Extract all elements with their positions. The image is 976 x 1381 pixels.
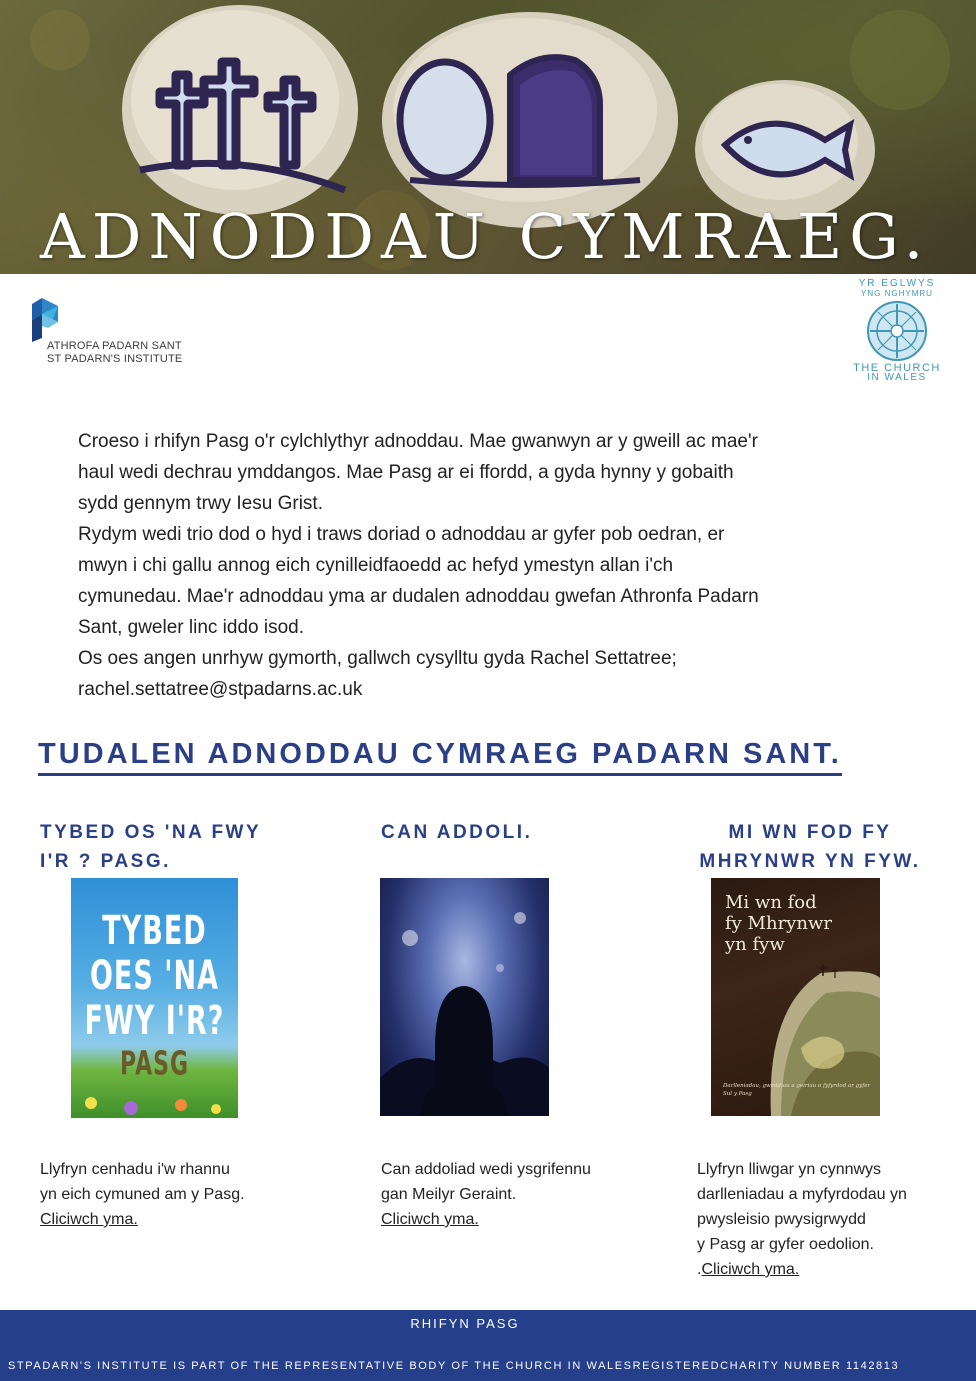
cover-1-text: PASG — [119, 1046, 190, 1084]
resource-1-cover[interactable] — [71, 878, 238, 1118]
church-logo-line3: THE CHURCH — [853, 362, 941, 374]
padarn-p-icon — [30, 298, 66, 342]
cover-3-title — [725, 892, 832, 955]
intro-line: cymunedau. Mae'r adnoddau yma ar dudalen adnoddau gwefan Athronfa Padarn — [78, 586, 759, 607]
resources-page-link[interactable]: TUDALEN ADNODDAU CYMRAEG PADARN SANT. — [38, 736, 842, 776]
hero-title: ADNODDAU CYMRAEG. — [40, 200, 931, 273]
intro-line: Croeso i rhifyn Pasg o'r cylchlythyr adnoddau. Mae gwanwyn ar y gweill ac mae'r — [78, 431, 758, 452]
intro-line: Rydym wedi trio dod o hyd i traws doriad o adnoddau ar gyfer pob oedran, er — [78, 524, 725, 545]
intro-line: sydd gennym trwy Iesu Grist. — [78, 493, 323, 514]
resource-3-link-prefix: . — [697, 1261, 702, 1278]
resource-2-title-line: CAN ADDOLI. — [381, 822, 533, 843]
worship-silhouette-image — [380, 878, 549, 1116]
cover-1-text: FWY I'R? — [84, 998, 225, 1045]
resource-3-title — [686, 818, 934, 876]
logo-line-welsh: ATHROFA PADARN SANT — [47, 340, 182, 352]
charity-statement: STPADARN'S INSTITUTE IS PART OF THE REPRESENTATIVE BODY OF THE CHURCH IN WALESREGISTEREDCHARITY NUMBER 1142813 — [8, 1360, 900, 1372]
st-padarns-logo — [30, 298, 200, 368]
cover-3-title-line: yn fyw — [725, 934, 785, 955]
resource-1-title-line: TYBED OS 'NA FWY — [40, 822, 262, 843]
church-logo-line2: YNG NGHYMRU — [861, 289, 933, 298]
resource-1-desc-line: Llyfryn cenhadu i'w rhannu — [40, 1161, 230, 1178]
footer-bar — [0, 1310, 976, 1381]
resource-1-desc-line: yn eich cymuned am y Pasg. — [40, 1186, 245, 1203]
resource-3-desc-line: y Pasg ar gyfer oedolion. — [697, 1236, 874, 1253]
intro-line: rachel.settatree@stpadarns.ac.uk — [78, 679, 363, 700]
cover-3-title-line: fy Mhrynwr — [725, 913, 832, 934]
resource-1-title — [40, 818, 261, 876]
church-in-wales-logo — [838, 278, 956, 390]
resource-3-title-line: MI WN FOD FY — [728, 822, 892, 843]
cover-3-title-line: Mi wn fod — [725, 892, 817, 913]
resource-1-title-line: I'R ? PASG. — [40, 851, 171, 872]
edition-label: RHIFYN PASG — [410, 1316, 520, 1331]
resource-3-description — [697, 1157, 907, 1282]
resource-2-description — [381, 1157, 591, 1232]
resource-2-link[interactable]: Cliciwch yma. — [381, 1211, 479, 1228]
resource-3-desc-line: Llyfryn lliwgar yn cynnwys — [697, 1161, 882, 1178]
resource-2-desc-line: gan Meilyr Geraint. — [381, 1186, 517, 1203]
resource-2-desc-line: Can addoliad wedi ysgrifennu — [381, 1161, 591, 1178]
resource-3-link[interactable]: Cliciwch yma. — [701, 1261, 800, 1278]
resource-1-description — [40, 1157, 245, 1232]
intro-line: Sant, gweler linc iddo isod. — [78, 617, 305, 638]
resource-2-title — [381, 818, 532, 847]
hero-banner — [0, 0, 976, 274]
resource-3-desc-line: pwysleisio pwysigrwydd — [697, 1211, 866, 1228]
resource-3-title-line: MHRYNWR YN FYW. — [699, 851, 921, 872]
resource-2-cover[interactable] — [380, 878, 549, 1116]
intro-text — [78, 426, 968, 705]
intro-line: mwyn i chi gallu annog eich cynilleidfaoedd ac hefyd ymestyn allan i'ch — [78, 555, 674, 576]
church-logo-line1: YR EGLWYS — [858, 278, 936, 289]
resource-3-desc-line: darlleniadau a myfyrdodau yn — [697, 1186, 907, 1203]
intro-line: Os oes angen unrhyw gymorth, gallwch cysylltu gyda Rachel Settatree; — [78, 648, 677, 669]
celtic-cross-emblem-icon — [866, 300, 928, 362]
logo-line-english: ST PADARN'S INSTITUTE — [47, 353, 183, 365]
church-logo-line4: IN WALES — [867, 372, 927, 383]
cover-1-meadow — [71, 1083, 238, 1118]
cover-3-subtitle: Darlleniadau, gweddïau a geiriau o fyfyrdod ar gyfer Sul y Pasg — [723, 1083, 871, 1097]
resource-3-cover[interactable] — [711, 878, 880, 1116]
cover-1-text: OES 'NA — [89, 953, 219, 1000]
intro-line: haul wedi dechrau ymddangos. Mae Pasg ar ei ffordd, a gyda hynny y gobaith — [78, 462, 734, 483]
resource-1-link[interactable]: Cliciwch yma. — [40, 1211, 138, 1228]
cover-1-text: TYBED — [102, 908, 207, 955]
